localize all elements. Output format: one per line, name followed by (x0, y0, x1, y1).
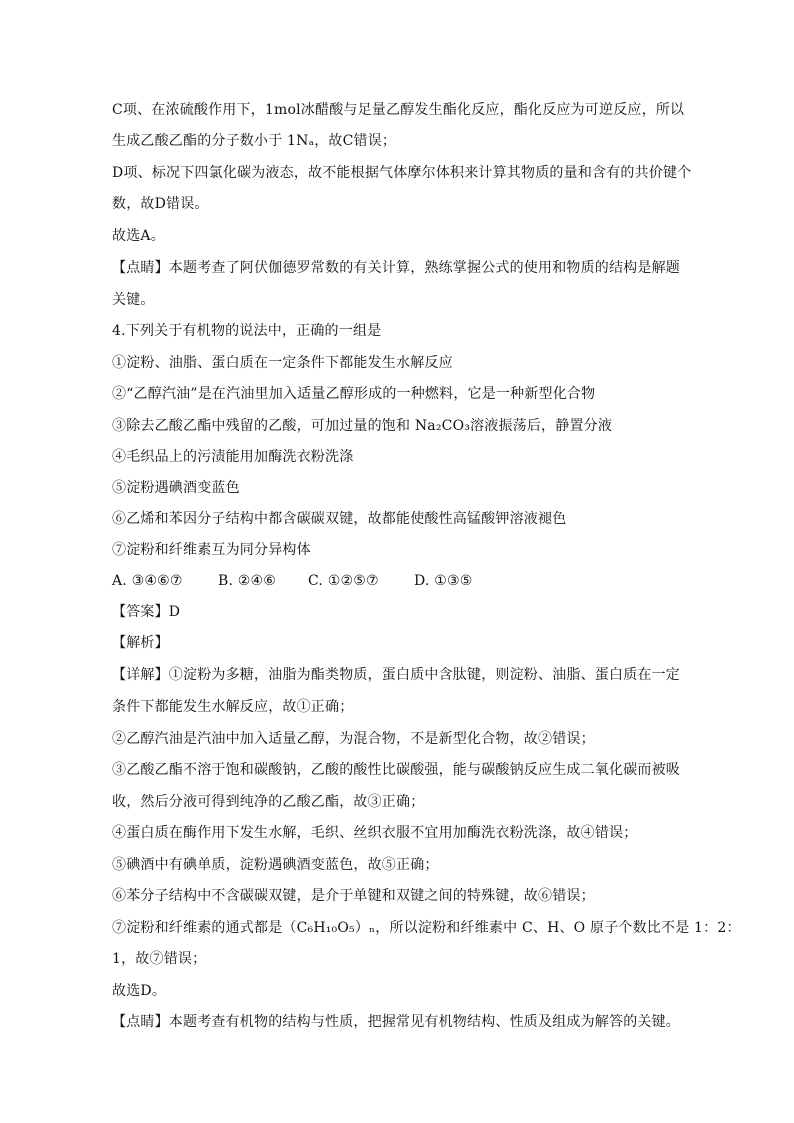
statement-item: ⑦淀粉和纤维素互为同分异构体 (112, 542, 311, 558)
text-line: 故选A。 (112, 228, 165, 244)
text-line: 条件下都能发生水解反应，故①正确； (112, 699, 354, 715)
answer-options (112, 569, 472, 593)
text-line: D项、标况下四氯化碳为液态，故不能根据气体摩尔体积来计算其物质的量和含有的共价键个 (112, 165, 692, 181)
statement-item: ⑥乙烯和苯因分子结构中都含碳碳双键，故都能使酸性高锰酸钾溶液褪色 (112, 511, 567, 527)
text-line: 关键。 (112, 292, 155, 308)
statement-item: ②“乙醇汽油”是在汽油里加入适量乙醇形成的一种燃料，它是一种新型化合物 (112, 386, 596, 402)
statement-item: ③除去乙酸乙酯中残留的乙酸，可加过量的饱和 Na₂CO₃溶液振荡后，静置分液 (112, 418, 613, 434)
analysis-heading: 【解析】 (112, 635, 169, 651)
statement-item: ④毛织品上的污渍能用加酶洗衣粉洗涤 (112, 449, 354, 465)
text-line: ②乙醇汽油是汽油中加入适量乙醇，为混合物，不是新型化合物，故②错误； (112, 731, 595, 747)
text-line: 数，故D错误。 (112, 196, 209, 212)
question-stem: 4.下列关于有机物的说法中，正确的一组是 (112, 323, 382, 339)
text-line: ⑦淀粉和纤维素的通式都是（C₆H₁₀O₅）ₙ，所以淀粉和纤维素中 C、H、O 原子个数比不是 1：2： (112, 920, 741, 936)
text-line: C项、在浓硫酸作用下，1mol冰醋酸与足量乙醇发生酯化反应，酯化反应为可逆反应，所以 (112, 102, 685, 118)
text-line: 1，故⑦错误； (112, 951, 207, 967)
text-line: ④蛋白质在酶作用下发生水解，毛织、丝织衣服不宜用加酶洗衣粉洗涤，故④错误； (112, 825, 638, 841)
text-line: ③乙酸乙酯不溶于饱和碳酸钠，乙酸的酸性比碳酸强，能与碳酸钠反应生成二氧化碳而被吸 (112, 762, 680, 778)
text-line: 故选D。 (112, 983, 167, 999)
text-line: 生成乙酸乙酯的分子数小于 1Nₐ，故C错误； (112, 133, 397, 149)
option-d: D. ①③⑤ (414, 573, 473, 589)
statement-item: ⑤淀粉遇碘酒变蓝色 (112, 480, 240, 496)
option-c: C. ①②⑤⑦ (308, 573, 379, 589)
statement-item: ①淀粉、油脂、蛋白质在一定条件下都能发生水解反应 (112, 355, 453, 371)
option-a: A. ③④⑥⑦ (112, 573, 183, 589)
text-line: 收，然后分液可得到纯净的乙酸乙酯，故③正确； (112, 794, 425, 810)
text-line: 【详解】①淀粉为多糖，油脂为酯类物质，蛋白质中含肽键，则淀粉、油脂、蛋白质在一定 (112, 667, 680, 683)
text-line: ⑤碘酒中有碘单质，淀粉遇碘酒变蓝色，故⑤正确； (112, 857, 439, 873)
answer-label: 【答案】D (112, 604, 181, 620)
text-line: 【点睛】本题考查了阿伏伽德罗常数的有关计算，熟练掌握公式的使用和物质的结构是解题 (112, 260, 680, 276)
text-line: ⑥苯分子结构中不含碳碳双键，是介于单键和双键之间的特殊键，故⑥错误； (112, 888, 595, 904)
option-b: B. ②④⑥ (218, 573, 277, 589)
text-line: 【点睛】本题考查有机物的结构与性质，把握常见有机物结构、性质及组成为解答的关键。 (112, 1014, 680, 1030)
